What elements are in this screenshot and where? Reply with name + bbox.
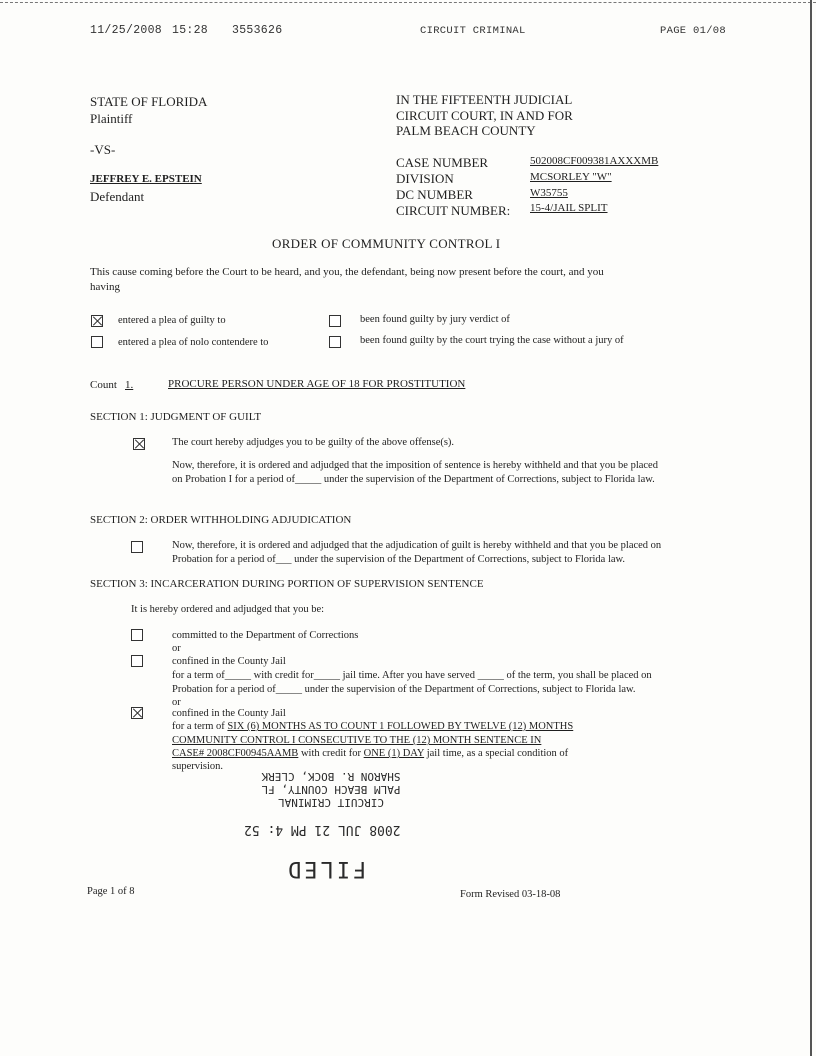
section-1-heading: SECTION 1: JUDGMENT OF GUILT [90, 411, 262, 423]
dc-number: W35755 [530, 187, 568, 199]
count-offense: PROCURE PERSON UNDER AGE OF 18 FOR PROSTITUTION [168, 378, 466, 390]
dc-number-label: DC NUMBER [396, 187, 473, 202]
verdict-jury-label: been found guilty by jury verdict of [360, 314, 510, 325]
option-jail-label: confined in the County Jail [172, 656, 286, 667]
fax-date: 11/25/2008 [90, 24, 163, 37]
section-3-intro: It is hereby ordered and adjudged that you be: [131, 604, 325, 615]
option-jail-line-3: Probation for a period of_____ under the supervision of the Department of Corrections, subject to Florida law. [172, 684, 636, 695]
jail-term-case: CASE# 2008CF00945AAMB [172, 748, 299, 759]
plea-nolo-checkbox[interactable] [91, 336, 103, 348]
versus: -VS- [90, 142, 116, 157]
jail-term-line-3 [172, 748, 568, 759]
stamp-filed: FILED [285, 856, 367, 881]
count-number: 1. [125, 379, 134, 391]
verdict-court-label: been found guilty by the court trying the case without a jury of [360, 335, 624, 346]
jail-term-text-1: SIX (6) MONTHS AS TO COUNT 1 FOLLOWED BY TWELVE (12) MONTHS [227, 721, 574, 732]
jail-term-last: supervision. [172, 761, 224, 772]
case-number-label: CASE NUMBER [396, 155, 489, 170]
verdict-court-checkbox[interactable] [329, 336, 341, 348]
jail-term-prefix: for a term of [172, 721, 228, 732]
option-or-1: or [172, 643, 181, 654]
fax-time: 15:28 [172, 24, 209, 37]
verdict-jury-checkbox[interactable] [329, 315, 341, 327]
option-jail-line-2: for a term of_____ with credit for_____ jail time. After you have served _____ of the term, you shall be placed on [172, 670, 652, 681]
jail-term-line-1 [172, 721, 573, 732]
jail-credit-suffix: jail time, as a special condition of [424, 748, 569, 759]
count-label: Count [90, 379, 117, 391]
jail-credit-prefix: with credit for [298, 748, 364, 759]
option-jail-checkbox[interactable] [131, 655, 143, 667]
option-or-2: or [172, 697, 181, 708]
fax-top-border [0, 2, 816, 3]
section-2-checkbox[interactable] [131, 541, 143, 553]
section-2-line-1: Now, therefore, it is ordered and adjudged that the adjudication of guilt is hereby withheld and that you be placed on [172, 540, 662, 551]
fax-source: CIRCUIT CRIMINAL [420, 25, 526, 37]
circuit-number: 15-4/JAIL SPLIT [530, 202, 608, 214]
stamp-line-3: SHARON R. BOCK, CLERK [261, 770, 401, 783]
fax-number: 3553626 [232, 24, 283, 37]
option-jail-term-checkbox[interactable] [131, 707, 143, 719]
clerk-filing-stamp [256, 770, 406, 809]
court-line-3: PALM BEACH COUNTY [396, 123, 536, 138]
division-label: DIVISION [396, 171, 454, 186]
jail-credit-days: ONE (1) DAY [363, 748, 425, 759]
option-jail-term-label: confined in the County Jail [172, 708, 286, 719]
form-revision: Form Revised 03-18-08 [460, 889, 561, 900]
section-2-line-2: Probation for a period of___ under the supervision of the Department of Corrections, subject to Florida law. [172, 554, 626, 565]
document-title: ORDER OF COMMUNITY CONTROL I [272, 236, 501, 251]
stamp-line-2: PALM BEACH COUNTY, FL [261, 783, 401, 796]
court-line-2: CIRCUIT COURT, IN AND FOR [396, 108, 573, 123]
plea-guilty-label: entered a plea of guilty to [118, 315, 226, 326]
section-1-para-2: on Probation I for a period of_____ under the supervision of the Department of Corrections, subject to Florida law. [172, 474, 655, 485]
intro-line-1: This cause coming before the Court to be heard, and you, the defendant, being now present before the court, and you [90, 266, 604, 278]
case-number: 502008CF009381AXXXMB [530, 155, 659, 167]
section-1-item: The court hereby adjudges you to be guilty of the above offense(s). [172, 437, 455, 448]
fax-page: PAGE 01/08 [660, 25, 727, 37]
plea-guilty-checkbox[interactable] [91, 315, 103, 327]
option-doc-label: committed to the Department of Corrections [172, 630, 359, 641]
page-number: Page 1 of 8 [87, 886, 135, 897]
jail-term-text-2: COMMUNITY CONTROL I CONSECUTIVE TO THE (12) MONTH SENTENCE IN [172, 735, 542, 746]
page-edge [810, 0, 812, 1056]
court-line-1: IN THE FIFTEENTH JUDICIAL [396, 92, 573, 107]
defendant-name: JEFFREY E. EPSTEIN [90, 173, 202, 185]
stamp-date: 2008 JUL 21 PM 4: 52 [244, 822, 401, 837]
plaintiff-label: Plaintiff [90, 111, 133, 126]
section-1-checkbox[interactable] [133, 438, 145, 450]
division: MCSORLEY "W" [530, 171, 612, 183]
circuit-number-label: CIRCUIT NUMBER: [396, 203, 511, 218]
section-2-heading: SECTION 2: ORDER WITHHOLDING ADJUDICATION [90, 514, 352, 526]
stamp-line-1: CIRCUIT CRIMINAL [278, 796, 384, 809]
defendant-label: Defendant [90, 189, 145, 204]
intro-line-2: having [90, 281, 120, 293]
section-1-para-1: Now, therefore, it is ordered and adjudged that the imposition of sentence is hereby withheld and that you be placed [172, 460, 658, 471]
plea-nolo-label: entered a plea of nolo contendere to [118, 337, 269, 348]
plaintiff-name: STATE OF FLORIDA [90, 94, 208, 109]
option-doc-checkbox[interactable] [131, 629, 143, 641]
section-3-heading: SECTION 3: INCARCERATION DURING PORTION OF SUPERVISION SENTENCE [90, 578, 484, 590]
